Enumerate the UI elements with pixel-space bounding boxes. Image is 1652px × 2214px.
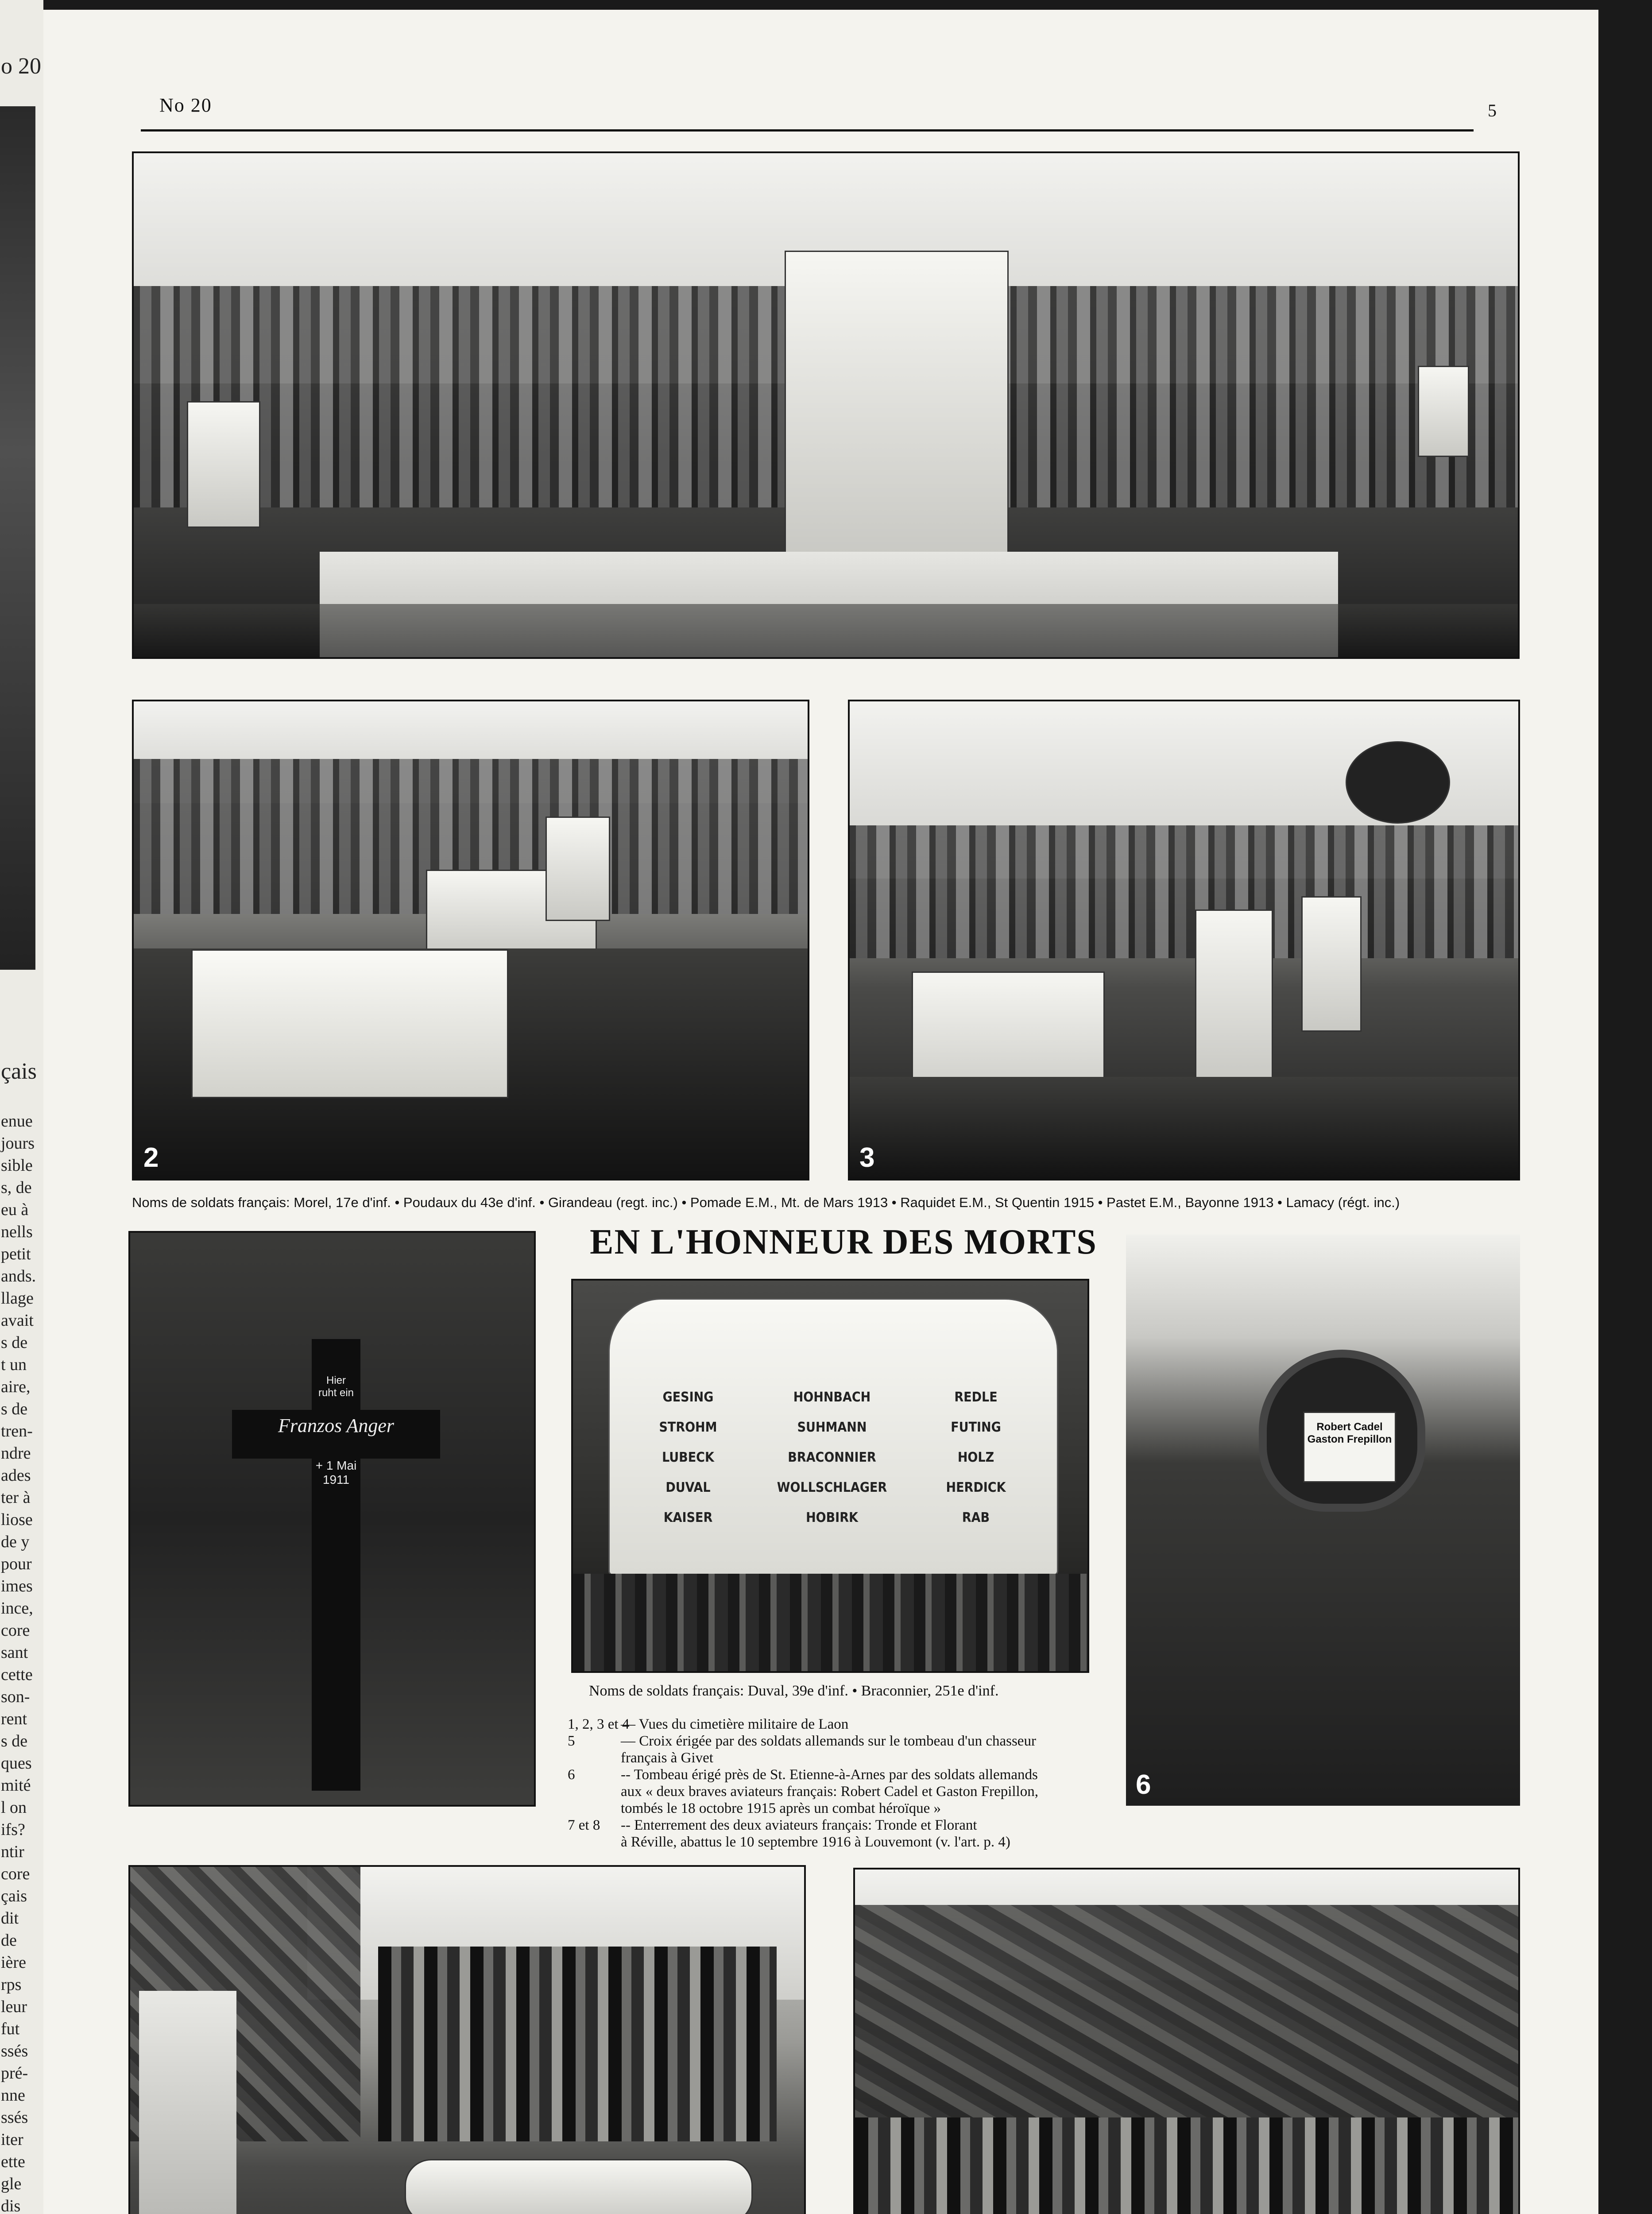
photo-3-graves-cross: 3 (848, 700, 1520, 1181)
inscription-name: KAISER (663, 1510, 713, 1525)
names-caption-1: Noms de soldats français: Morel, 17e d'inf. • Poudaux du 43e d'inf. • Girandeau (regt. inc.) • Pomade E.M., Mt. de Mars 1913 • Raquidet E.M., St Quentin 1915 • Pastet E.M., Bayonne 1913 • Lamacy (régt. inc.) (132, 1195, 1400, 1210)
cross-date: + 1 Mai (315, 1459, 357, 1472)
legend-number: 7 et 8 (568, 1817, 600, 1833)
adjacent-page-word: liose (1, 1510, 33, 1529)
legend-item (568, 1766, 1095, 1817)
plaque-name-2: Gaston Frepillon (1307, 1433, 1392, 1445)
cross-name: Franzos Anger (278, 1415, 394, 1436)
adjacent-page-word: ntir (1, 1842, 24, 1861)
adjacent-page-word: son- (1, 1688, 30, 1706)
adjacent-page-word: core (1, 1865, 30, 1883)
inscription-name: REDLE (954, 1390, 998, 1405)
adjacent-page-word: dit (1, 1909, 19, 1928)
adjacent-page-word: de y (1, 1533, 30, 1551)
adjacent-page-word: ades (1, 1466, 31, 1485)
legend-text: à Réville, abattus le 10 septembre 1916 à Louvemont (v. l'art. p. 4) (621, 1834, 1010, 1850)
inscription-name: WOLLSCHLAGER (777, 1480, 887, 1495)
photo-6-aviators-tomb: Robert Cadel Gaston Frepillon 6 (1126, 1235, 1520, 1806)
legend-item (568, 1817, 1095, 1850)
adjacent-page-word: aire, (1, 1378, 31, 1396)
adjacent-page-word: eu à (1, 1200, 29, 1219)
plaque-name-1: Robert Cadel (1316, 1421, 1383, 1433)
legend-text: -- Tombeau érigé près de St. Etienne-à-Arnes par des soldats allemands (621, 1767, 1038, 1783)
inscription-name: STROHM (659, 1420, 717, 1435)
issue-number: No 20 (159, 94, 212, 116)
cross-line-2: ruht ein (318, 1387, 354, 1399)
adjacent-page-word: s de (1, 1333, 28, 1352)
adjacent-page-word: s de (1, 1732, 28, 1750)
legend-item (568, 1733, 1095, 1766)
adjacent-page-word: jours (1, 1134, 35, 1153)
adjacent-page-word: imes (1, 1577, 33, 1595)
adjacent-page-word: t un (1, 1355, 27, 1374)
inscription-column-3 (909, 1382, 1042, 1533)
cross-line-1: Hier (326, 1374, 346, 1386)
inscription-name: BRACONNIER (788, 1450, 876, 1465)
main-title: EN L'HONNEUR DES MORTS (590, 1223, 1097, 1262)
legend-text: — Vues du cimetière militaire de Laon (621, 1716, 849, 1732)
adjacent-page-word: çais (1, 1059, 37, 1084)
page-number: 5 (1488, 101, 1497, 120)
adjacent-page-word: fut (1, 2020, 20, 2038)
adjacent-page-word: tren- (1, 1422, 33, 1440)
inscription-name: FUTING (951, 1420, 1001, 1435)
adjacent-page-word: gle (1, 2175, 22, 2193)
adjacent-page-word: iter (1, 2130, 23, 2149)
photo-1-cemetery-avenue (132, 151, 1520, 659)
legend-text: -- Enterrement des deux aviateurs français: Tronde et Florant (621, 1817, 977, 1833)
adjacent-page-word: sible (1, 1156, 33, 1175)
legend-text: tombés le 18 octobre 1915 après un combat héroïque » (621, 1800, 941, 1816)
adjacent-page-word: ques (1, 1754, 32, 1773)
adjacent-page-word: ette (1, 2152, 25, 2171)
inscription-name: HOLZ (957, 1450, 994, 1465)
inscription-name: DUVAL (665, 1480, 711, 1495)
adjacent-page-word: s de (1, 1400, 28, 1418)
inscription-column-1 (622, 1382, 754, 1533)
adjacent-page-word: petit (1, 1245, 31, 1263)
photo-7-burial-scene (128, 1865, 806, 2214)
inscription-column-2 (759, 1382, 905, 1533)
photo-2-graves-plaque: 2 (132, 700, 809, 1181)
inscription-name: HOBIRK (806, 1510, 858, 1525)
adjacent-page-word: de (1, 1931, 17, 1950)
adjacent-page-word: rent (1, 1710, 27, 1728)
adjacent-page-word: ssés (1, 2108, 28, 2127)
legend-number: 5 (568, 1733, 575, 1749)
header-rule (141, 129, 1474, 132)
adjacent-page-word: nells (1, 1223, 33, 1241)
adjacent-page-word: pré- (1, 2064, 28, 2082)
inscription-name: RAB (962, 1510, 990, 1525)
adjacent-page-word: s, de (1, 1178, 32, 1197)
adjacent-page-photo (0, 106, 35, 970)
legend-text: aux « deux braves aviateurs français: Robert Cadel et Gaston Frepillon, (621, 1784, 1038, 1800)
inscription-name: GESING (662, 1390, 714, 1405)
adjacent-page-word: dis (1, 2197, 21, 2214)
photo-5-wooden-cross (128, 1231, 536, 1807)
adjacent-page-word: llage (1, 1289, 34, 1308)
inscription-name: HERDICK (946, 1480, 1006, 1495)
photo-4-memorial-stone (571, 1279, 1089, 1673)
adjacent-page-word: ter à (1, 1488, 31, 1507)
adjacent-page-word: ssés (1, 2042, 28, 2060)
adjacent-page-word: core (1, 1621, 30, 1640)
adjacent-page-word: l on (1, 1798, 27, 1817)
adjacent-page-word: ince, (1, 1599, 33, 1618)
adjacent-page-word: ands. (1, 1267, 36, 1285)
legend (568, 1716, 1095, 1850)
adjacent-page-word: nne (1, 2086, 25, 2105)
adjacent-page-word: pour (1, 1555, 32, 1573)
inscription-name: SUHMANN (797, 1420, 867, 1435)
legend-number: 6 (568, 1767, 575, 1783)
adjacent-page-word: avait (1, 1311, 34, 1330)
adjacent-page-word: o 20 (1, 54, 41, 79)
adjacent-page-strip (0, 0, 43, 2214)
inscription-name: HOHNBACH (793, 1390, 871, 1405)
adjacent-page-word: enue (1, 1112, 33, 1130)
adjacent-page-word: ndre (1, 1444, 31, 1463)
legend-text: français à Givet (621, 1750, 713, 1766)
cross-year: 1911 (322, 1473, 350, 1486)
adjacent-page-word: leur (1, 1997, 27, 2016)
adjacent-page-word: ière (1, 1953, 26, 1972)
legend-text: — Croix érigée par des soldats allemands sur le tombeau d'un chasseur (621, 1733, 1036, 1749)
adjacent-page-word: rps (1, 1975, 22, 1994)
names-caption-2: Noms de soldats français: Duval, 39e d'inf. • Braconnier, 251e d'inf. (589, 1683, 999, 1699)
legend-item (568, 1716, 1095, 1733)
adjacent-page-word: mité (1, 1776, 31, 1795)
adjacent-page-word: çais (1, 1887, 27, 1905)
photo-8-crowd-burial (853, 1868, 1520, 2214)
adjacent-page-word: ifs? (1, 1820, 25, 1839)
inscription-name: LUBECK (662, 1450, 714, 1465)
adjacent-page-word: cette (1, 1665, 33, 1684)
adjacent-page-word: sant (1, 1643, 28, 1662)
legend-number: 1, 2, 3 et 4 (568, 1716, 630, 1732)
